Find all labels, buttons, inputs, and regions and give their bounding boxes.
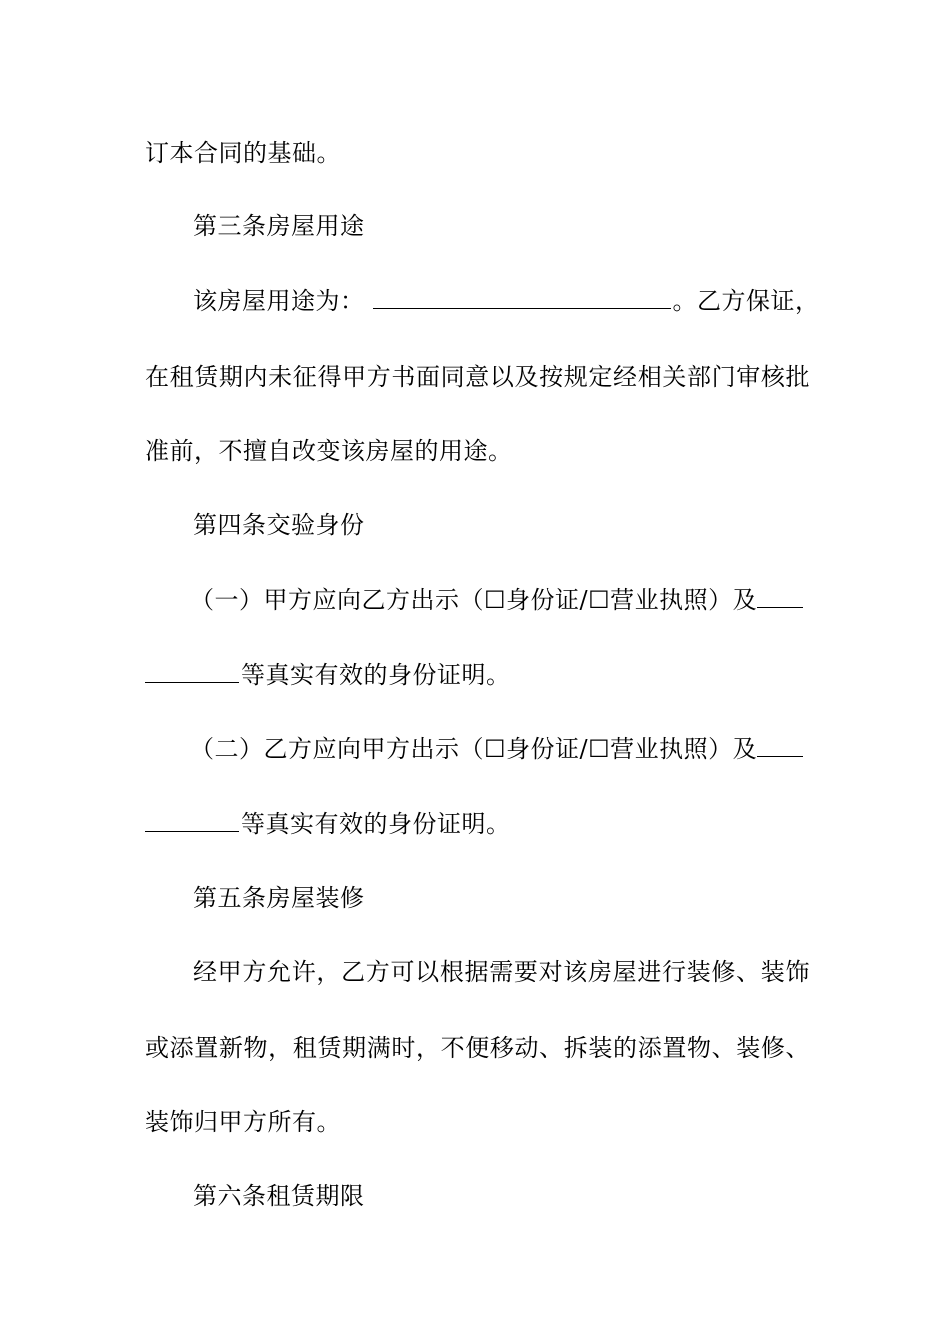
heading-text: 第三条房屋用途	[193, 212, 365, 240]
paragraph-line	[145, 1107, 810, 1137]
text: （二）乙方应向甲方出示（☐身份证/☐营业执照）及	[190, 735, 758, 763]
section-heading-4	[193, 510, 810, 540]
text: 在租赁期内未征得甲方书面同意以及按规定经相关部门审核批	[145, 363, 810, 391]
section-heading-5	[193, 883, 810, 913]
heading-text: 第五条房屋装修	[193, 884, 365, 912]
fill-in-blank[interactable]	[757, 587, 803, 608]
paragraph-line	[145, 138, 810, 168]
paragraph-line	[193, 286, 820, 316]
paragraph-line	[145, 660, 810, 690]
text: 等真实有效的身份证明。	[241, 661, 511, 689]
text: 订本合同的基础。	[145, 139, 341, 167]
paragraph-line	[145, 362, 810, 392]
heading-text: 第六条租赁期限	[193, 1182, 365, 1210]
text: 等真实有效的身份证明。	[241, 810, 511, 838]
section-heading-3	[193, 211, 810, 241]
text: 装饰归甲方所有。	[145, 1108, 341, 1136]
paragraph-line	[145, 1033, 810, 1063]
paragraph-line	[193, 957, 810, 987]
text: 准前，不擅自改变该房屋的用途。	[145, 437, 513, 465]
fill-in-blank[interactable]	[373, 288, 671, 309]
paragraph-line	[190, 734, 810, 764]
fill-in-blank[interactable]	[145, 662, 239, 683]
paragraph-line	[190, 585, 810, 615]
fill-in-blank[interactable]	[145, 811, 239, 832]
paragraph-line	[145, 809, 810, 839]
text: 或添置新物，租赁期满时，不便移动、拆装的添置物、装修、	[145, 1034, 810, 1062]
text: 经甲方允许，乙方可以根据需要对该房屋进行装修、装饰	[193, 958, 810, 986]
text: （一）甲方应向乙方出示（☐身份证/☐营业执照）及	[190, 586, 758, 614]
text: 该房屋用途为：	[193, 287, 365, 315]
paragraph-line	[145, 436, 810, 466]
text: 。乙方保证，	[672, 287, 820, 315]
heading-text: 第四条交验身份	[193, 511, 365, 539]
fill-in-blank[interactable]	[757, 736, 803, 757]
section-heading-6	[193, 1181, 810, 1211]
